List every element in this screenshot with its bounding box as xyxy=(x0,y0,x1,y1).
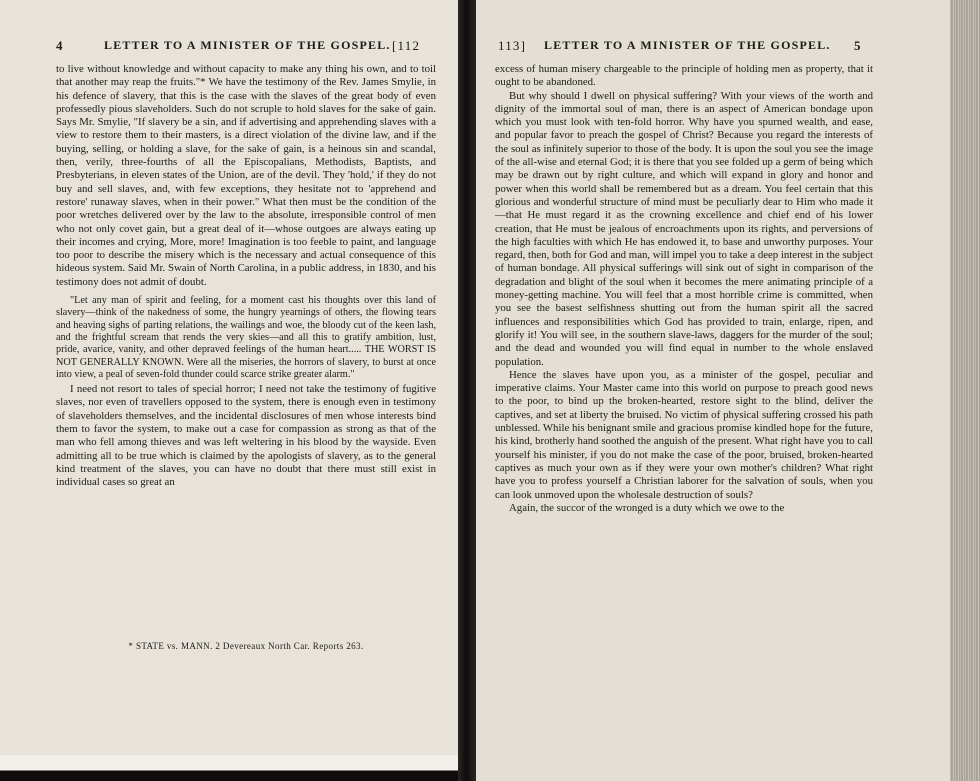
page-number-left: 4 xyxy=(56,38,64,53)
left-page xyxy=(0,0,458,755)
bottom-strip xyxy=(0,755,458,781)
paragraph: But why should I dwell on physical suffering? With your views of the worth and dignity of the immortal soul of man, there is an aspect of American bondage upon which you must look with ten-fold horror. Why have you spurned wealth, and ease, and popular favor to preach the gospel of Christ? Because you regard the interests of the soul as infinitely superior to those of the body. It is upon the soul you see the image of the all-wise and eternal God; it is there that you see folded up a germ of being which may be drawn out by right culture, and which will expand in glory and honor and power when this world shall be remembered but as a dream. You feel certain that this glorious and wonderful structure of mind must be peculiarly dear to Him who made it—that He must regard it as the crowning excellence and chief end of his lower creation, that He must be jealous of encroachments upon its rights, and perversions of the high faculties with which He has endowed it, to base and unworthy purposes. Your regard, then, both for God and man, will impel you to take a deep interest in the subject of human bondage. All physical sufferings will sink out of sight in comparison of the degradation and blight of the soul when it becomes the mere animating principle of a money-getting machine. You will feel that a most horrible crime is committed, when you see the basest selfishness shutting out from the human spirit all the sacred influences and responsibilities which God has provided to train, enlarge, ripen, and glorify it! You will see, in the southern slave-laws, daggers for the murder of the soul; and the dead and wounded you will find equal in number to the whole enslaved population. xyxy=(495,89,873,368)
section-ref-left: [112 xyxy=(392,38,421,53)
paragraph: Again, the succor of the wronged is a duty which we owe to the xyxy=(509,501,785,514)
footnote: * STATE vs. MANN. 2 Devereaux North Car. Reports 263. xyxy=(128,641,364,651)
paragraph: I need not resort to tales of special horror; I need not take the testimony of fugitive slaves, nor even of travellers opposed to the system, there is enough even in testimony of slaveholders themselves, and the incidental disclosures of men whose interests bind them to favor the system, to make out a case for compassion as strong as that of the man who fell among thieves and was left weltering in his blood by the wayside. Even admitting all to be true which is claimed by the apologists of slavery, as to the general kind treatment of the slaves, you can have no doubt that there must still exist in individual cases so great an xyxy=(56,383,436,489)
paragraph: Hence the slaves have upon you, as a minister of the gospel, peculiar and imperative claims. Your Master came into this world on purpose to preach good news to the poor, to bind up the broken-hearted, restore sight to the blind, deliver the captives, and set at liberty the bruised. No victim of physical suffering crossed his path unblessed. While his benignant smile and gracious promise kindled hope for the future, his kind, brotherly hand soothed the anguish of the present. What right have you to call yourself his minister, if you do not make the case of the poor, bruised, broken-hearted captives as much your own as if they were your own mother's children? What right have you to profess yourself a Christian laborer for the salvation of souls, when you can look unmoved upon the wholesale destruction of souls? xyxy=(495,368,873,501)
book-gutter xyxy=(458,0,476,781)
running-head-title-left: LETTER TO A MINISTER OF THE GOSPEL. xyxy=(104,38,391,52)
paragraph: to live without knowledge and without capacity to make any thing his own, and to toil that another may reap the fruits."* We have the testimony of the Rev. James Smylie, in his defence of slavery, that this is the case with the slaves of the great body of even professedly pious slaveholders. Such do not scruple to hold slaves for the sake of gain. Says Mr. Smylie, "If slavery be a sin, and if advertising and apprehending slaves with a view to restore them to their masters, is a direct violation of the divine law, and if the buying, selling, or holding a slave, for the sake of gain, is a heinous sin and scandal, then, verily, three-fourths of all the Episcopalians, Methodists, Baptists, and Presbyterians, in eleven states of the Union, are of the devil. They 'hold,' if they do not buy and sell slaves, and, with few exceptions, they hesitate not to 'apprehend and restore' runaway slaves, when in their power." What then must be the condition of the poor wretches delivered over by the law to the absolute, irresponsible control of men who not only covet gain, but a great deal of it—whose outgoes are always eating up their incomes and crying, More, more! Imagination is too feeble to paint, and language too poor to describe the misery which is the necessary and actual consequence of this hideous system. Said Mr. Swain of North Carolina, in a public address, in 1830, and his testimony does not admit of doubt. xyxy=(56,63,436,288)
block-quote: "Let any man of spirit and feeling, for a moment cast his thoughts over this land of slavery—think of the nakedness of some, the hungry yearnings of others, the flowing tears and heaving sighs of parting relations, the wailings and woe, the bloody cut of the keen lash, and the frightful scream that rends the very skies—and all this to gratify ambition, lust, pride, avarice, vanity, and other depraved feelings of the human heart..... THE WORST IS NOT GENERALLY KNOWN. Were all the miseries, the horrors of slavery, to burst at once into view, a peal of seven-fold thunder could scarce strike greater alarm." xyxy=(56,295,436,380)
running-head-title-right: LETTER TO A MINISTER OF THE GOSPEL. xyxy=(544,38,831,52)
left-body-text xyxy=(56,63,436,490)
section-ref-right: 113] xyxy=(498,38,527,53)
right-body-text xyxy=(495,63,873,515)
page-number-right: 5 xyxy=(854,38,862,53)
right-page xyxy=(476,0,950,781)
page-edges xyxy=(950,0,980,781)
paragraph: excess of human misery chargeable to the principle of holding men as property, that it ought to be abandoned. xyxy=(495,63,873,89)
